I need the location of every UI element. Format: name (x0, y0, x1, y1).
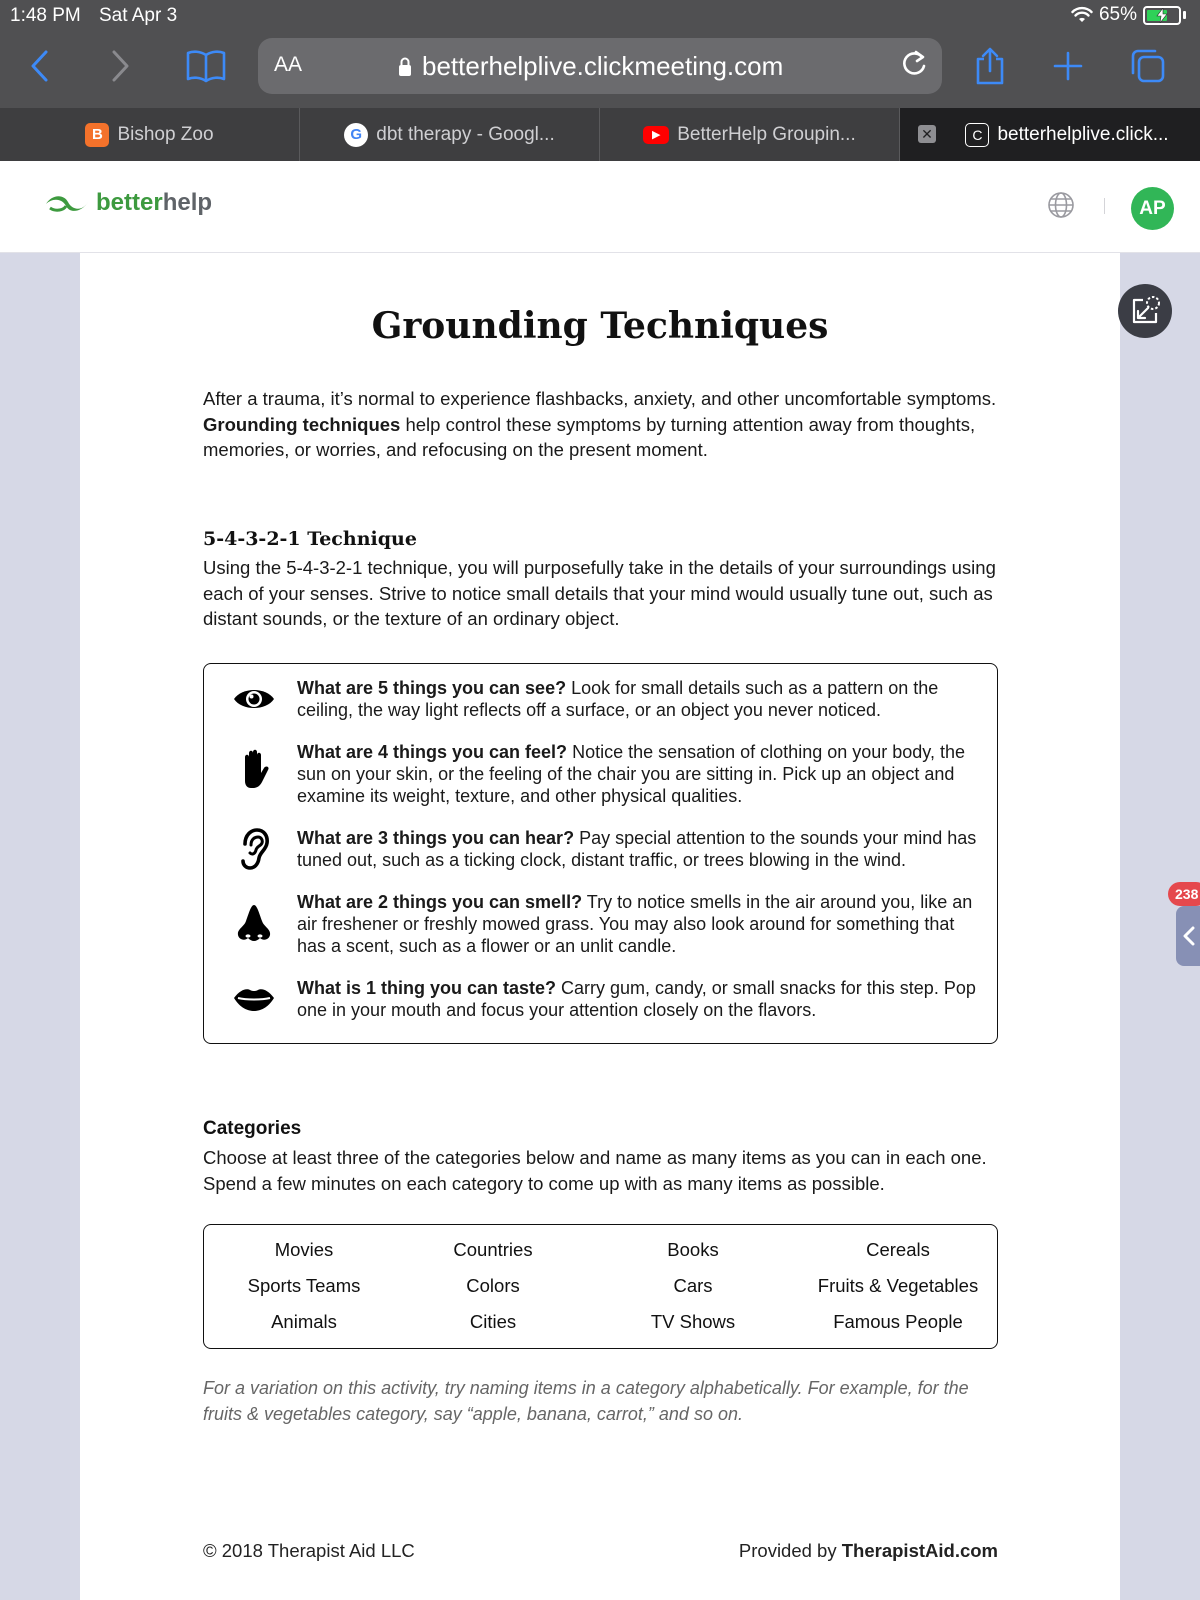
battery-percent: 65% (1098, 4, 1137, 25)
sense-text (297, 827, 977, 871)
intro-paragraph (203, 386, 1003, 463)
category-item: Colors (466, 1275, 520, 1296)
header-divider (1104, 198, 1105, 214)
google-favicon-icon: G (344, 123, 368, 147)
technique-heading: 5-4-3-2-1 Technique (203, 528, 417, 550)
worksheet-title: Grounding Techniques (371, 305, 829, 347)
clickmeeting-favicon-icon: C (965, 123, 989, 147)
category-item: Fruits & Vegetables (817, 1275, 979, 1296)
category-item: Books (667, 1239, 719, 1260)
tab-label: dbt therapy - Googl... (376, 123, 555, 145)
logo-text-help: help (162, 189, 213, 216)
sense-detail: Try to notice smells in the air around you, like an air freshener or freshly mowed grass. You may also look around for something that has a scent, such as a flower or an unlit candle. (297, 892, 973, 956)
expand-icon (1128, 294, 1162, 328)
address-bar[interactable] (258, 38, 942, 94)
url-display[interactable] (398, 51, 783, 82)
variation-note: For a variation on this activity, try naming items in a category alphabetically. For example, for the fruits & vegetables category, say “apple, banana, carrot,” and so on. (203, 1378, 969, 1424)
status-time: 1:48 PM (10, 5, 81, 26)
category-item: Movies (274, 1239, 334, 1260)
worksheet-page (80, 253, 1120, 1600)
share-icon (973, 46, 1007, 86)
new-tab-button[interactable] (1046, 44, 1090, 88)
sense-question: What are 4 things you can feel? (297, 742, 568, 762)
wifi-icon (1071, 6, 1093, 24)
logo-text-better: better (96, 189, 163, 216)
url-text: betterhelplive.clickmeeting.com (422, 51, 784, 81)
share-button[interactable] (968, 44, 1012, 88)
eye-icon (232, 677, 276, 721)
sense-text (297, 891, 977, 957)
tab-label: betterhelplive.click... (997, 123, 1169, 145)
battery-cap (1183, 11, 1186, 19)
side-panel-toggle[interactable] (1176, 906, 1200, 966)
close-tab-icon[interactable]: ✕ (918, 125, 936, 143)
categories-paragraph: Choose at least three of the categories below and name as many items as you can in each one. Spend a few minutes on each category to come up with as many items as possible. (203, 1147, 987, 1194)
betterhelp-logo[interactable] (44, 189, 212, 217)
hand-icon (232, 747, 276, 791)
reload-button[interactable] (898, 48, 930, 85)
chevron-left-icon (1182, 926, 1196, 946)
provided-by-footer (739, 1540, 998, 1562)
sense-text (297, 677, 977, 721)
notification-badge: 238 (1168, 882, 1200, 906)
category-item: Famous People (833, 1311, 963, 1332)
sense-text (297, 977, 977, 1021)
lock-icon (398, 57, 412, 77)
category-item: Animals (271, 1311, 337, 1332)
senses-box (203, 663, 998, 1044)
blogger-favicon-icon: B (85, 123, 109, 147)
bookmarks-button[interactable] (184, 44, 228, 88)
youtube-favicon-icon: ▶ (643, 126, 669, 144)
category-item: Cereals (866, 1239, 930, 1260)
tab-bishop-zoo[interactable] (0, 108, 300, 161)
ear-icon (232, 827, 276, 871)
tabs-icon (1129, 47, 1167, 85)
status-bar (0, 0, 1200, 30)
category-item: Cars (673, 1275, 713, 1296)
tab-bar (0, 108, 1200, 161)
reload-icon (898, 48, 930, 80)
sense-question: What are 5 things you can see? (297, 678, 567, 698)
tab-label: Bishop Zoo (117, 123, 214, 145)
book-icon (186, 49, 226, 83)
browser-chrome (0, 0, 1200, 108)
back-button[interactable] (18, 44, 62, 88)
sense-question: What is 1 thing you can taste? (297, 978, 557, 998)
provided-by-source: TherapistAid.com (841, 1540, 998, 1561)
text-size-button[interactable]: AA (274, 53, 303, 76)
technique-paragraph: Using the 5-4-3-2-1 technique, you will purposefully take in the details of your surroundings using each of your senses. Strive to notice small details that your mind would usually tune out, such as distant sounds, or the texture of an ordinary object. (203, 557, 996, 629)
globe-icon (1047, 191, 1075, 219)
browser-toolbar (0, 36, 1200, 96)
forward-button[interactable] (98, 44, 142, 88)
tab-dbt-therapy[interactable] (300, 108, 600, 161)
tabs-overview-button[interactable] (1126, 44, 1170, 88)
sense-question: What are 2 things you can smell? (297, 892, 583, 912)
categories-grid (204, 1225, 999, 1348)
tab-betterhelp-grouping[interactable] (600, 108, 900, 161)
nose-icon (232, 901, 276, 945)
category-item: Cities (469, 1311, 517, 1332)
copyright-footer: © 2018 Therapist Aid LLC (203, 1540, 415, 1561)
chevron-left-icon (28, 49, 52, 83)
category-item: Sports Teams (247, 1275, 361, 1296)
intro-bold: Grounding techniques (203, 413, 401, 435)
intro-text-2: help control these symptoms by turning attention away from thoughts, memories, or worries, and refocusing on the present moment. (203, 413, 976, 460)
sense-detail: Carry gum, candy, or small snacks for this step. Pop one in your mouth and focus your attention closely on the flavors. (297, 978, 976, 1020)
tab-label: BetterHelp Groupin... (677, 123, 856, 145)
sense-detail: Notice the sensation of clothing on your body, the sun on your skin, or the feeling of the chair you are sitting in. Pick up an object and examine its weight, texture, and other physical qualities. (297, 742, 965, 806)
battery-icon (1143, 6, 1181, 25)
status-date: Sat Apr 3 (99, 5, 178, 26)
category-item: Countries (453, 1239, 533, 1260)
sense-detail: Pay special attention to the sounds your mind has tuned out, such as a ticking clock, distant traffic, or trees blowing in the wind. (297, 828, 977, 870)
fullscreen-toggle-button[interactable] (1118, 284, 1172, 338)
chevron-right-icon (108, 49, 132, 83)
language-button[interactable] (1047, 191, 1075, 224)
sense-text (297, 741, 977, 807)
provided-by-prefix: Provided by (738, 1540, 842, 1561)
site-header (0, 161, 1200, 253)
categories-box (203, 1224, 998, 1349)
category-item: TV Shows (650, 1311, 736, 1332)
intro-text-1: After a trauma, it’s normal to experience flashbacks, anxiety, and other uncomfortable symptoms. (203, 388, 997, 409)
sense-question: What are 3 things you can hear? (297, 828, 575, 848)
betterhelp-leaf-icon (44, 192, 90, 214)
plus-icon (1052, 50, 1084, 82)
lips-icon (232, 977, 276, 1021)
categories-heading: Categories (203, 1118, 302, 1139)
user-avatar[interactable]: AP (1131, 187, 1174, 230)
sense-detail: Look for small details such as a pattern on the ceiling, the way light reflects off a surface, or an object you never noticed. (297, 678, 939, 720)
status-right (1071, 4, 1186, 26)
tab-betterhelplive-active[interactable] (900, 108, 1200, 161)
charging-bolt-icon (1156, 8, 1168, 23)
